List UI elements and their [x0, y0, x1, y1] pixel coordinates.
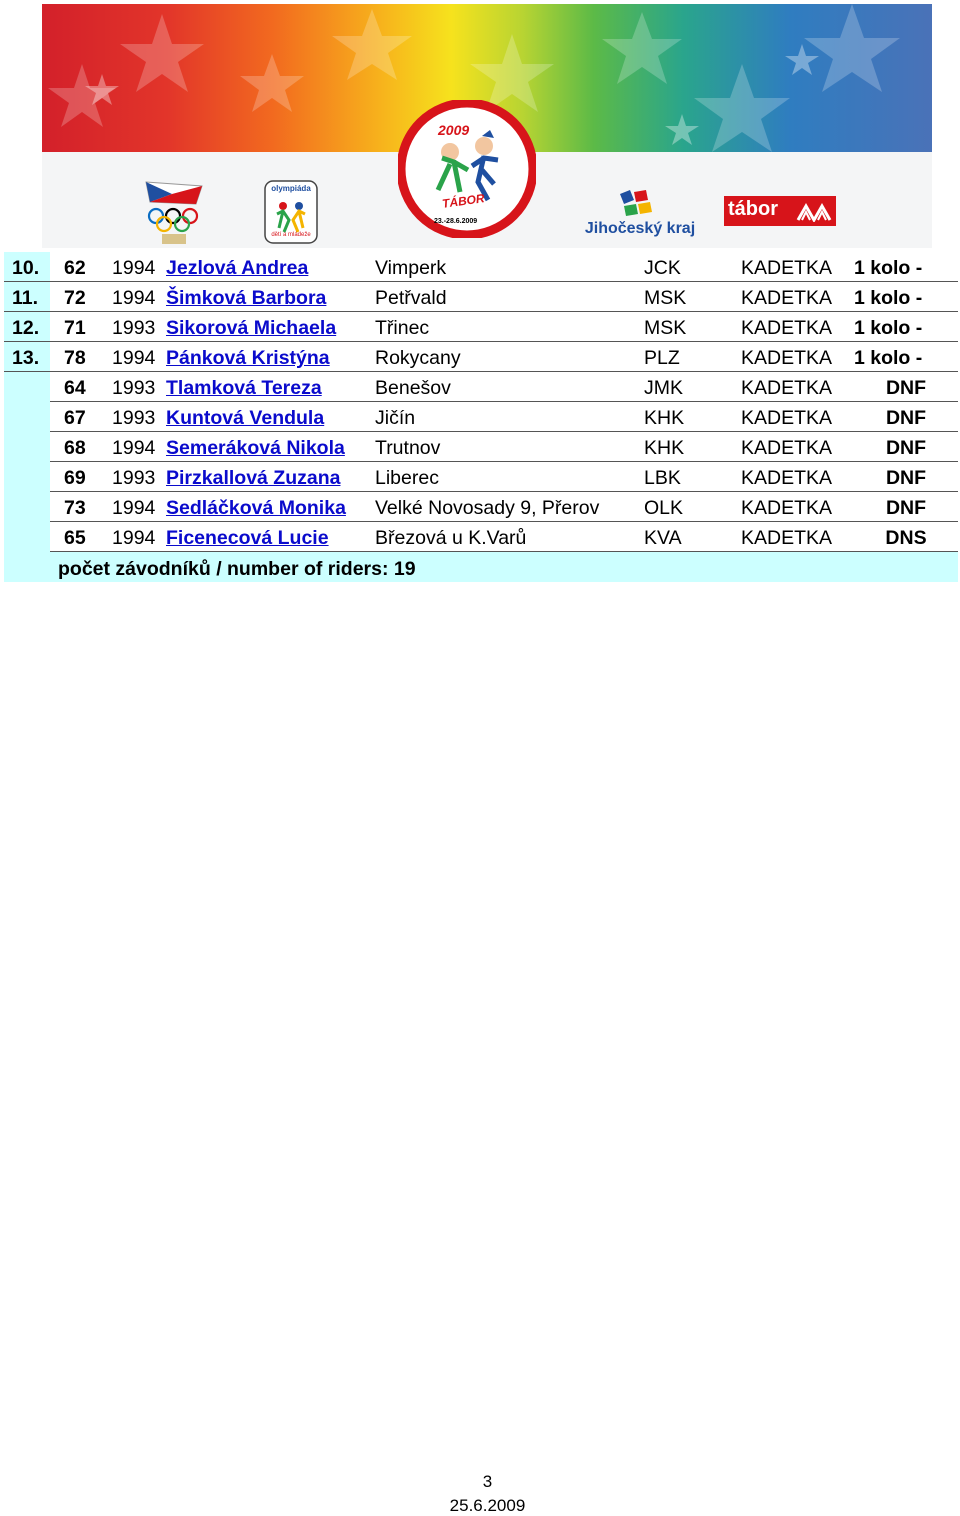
start-number-cell: 73: [50, 492, 100, 522]
results-table: [4, 252, 958, 582]
category-cell: KADETKA: [741, 462, 854, 492]
start-number-cell: 64: [50, 372, 100, 402]
rider-name-link[interactable]: Pirzkallová Zuzana: [166, 467, 341, 489]
category-cell: KADETKA: [741, 492, 854, 522]
rider-name-cell: [166, 462, 371, 492]
games-logo-city: TÁBOR: [441, 191, 486, 211]
club-cell: Benešov: [371, 372, 644, 402]
table-row: [4, 342, 958, 372]
region-cell: JMK: [644, 372, 741, 402]
table-row: [4, 492, 958, 522]
olympiada-logo-bottom: dětí a mládeže: [271, 232, 311, 238]
club-cell: Jičín: [371, 402, 644, 432]
region-cell: PLZ: [644, 342, 741, 372]
rider-name-cell: [166, 432, 371, 462]
category-cell: KADETKA: [741, 312, 854, 342]
start-number-cell: 65: [50, 522, 100, 552]
region-cell: JCK: [644, 252, 741, 282]
jihocesky-kraj-logo: [580, 188, 700, 244]
rank-cell: 10.: [4, 252, 50, 282]
games-logo-dates: 23.-28.6.2009: [434, 218, 478, 225]
rider-name-cell: [166, 402, 371, 432]
region-cell: MSK: [644, 312, 741, 342]
result-cell: DNF: [854, 432, 958, 462]
birth-year-cell: 1994: [100, 432, 166, 462]
rider-name-link[interactable]: Pánková Kristýna: [166, 347, 330, 369]
rider-name-link[interactable]: Sikorová Michaela: [166, 317, 337, 339]
rank-cell: [4, 372, 50, 402]
rank-cell: [4, 402, 50, 432]
club-cell: Vimperk: [371, 252, 644, 282]
rider-name-link[interactable]: Tlamková Tereza: [166, 377, 322, 399]
result-cell: DNS: [854, 522, 958, 552]
page-date: 25.6.2009: [449, 1496, 526, 1515]
rider-name-cell: [166, 492, 371, 522]
region-cell: LBK: [644, 462, 741, 492]
sponsor-logo-strip: [42, 122, 932, 248]
start-number-cell: 62: [50, 252, 100, 282]
category-cell: KADETKA: [741, 522, 854, 552]
rider-name-link[interactable]: Jezlová Andrea: [166, 257, 309, 279]
results-body: [4, 252, 958, 552]
club-cell: Trutnov: [371, 432, 644, 462]
region-cell: KHK: [644, 432, 741, 462]
olympiada-logo: [264, 180, 318, 244]
jihocesky-kraj-label: Jihočeský kraj: [584, 220, 696, 237]
start-number-cell: 78: [50, 342, 100, 372]
start-number-cell: 68: [50, 432, 100, 462]
result-cell: DNF: [854, 372, 958, 402]
games-logo-year: 2009: [438, 122, 470, 138]
rider-name-link[interactable]: Ficenecová Lucie: [166, 527, 329, 549]
rank-cell: 11.: [4, 282, 50, 312]
table-row: [4, 252, 958, 282]
result-cell: DNF: [854, 462, 958, 492]
table-row: [4, 282, 958, 312]
rider-name-link[interactable]: Semeráková Nikola: [166, 437, 345, 459]
rank-cell: [4, 492, 50, 522]
category-cell: KADETKA: [741, 432, 854, 462]
tabor-city-logo: [724, 196, 836, 226]
rider-name-cell: [166, 252, 371, 282]
rider-name-cell: [166, 312, 371, 342]
region-cell: KHK: [644, 402, 741, 432]
rank-cell: [4, 432, 50, 462]
start-number-cell: 67: [50, 402, 100, 432]
rider-name-cell: [166, 282, 371, 312]
birth-year-cell: 1993: [100, 462, 166, 492]
rank-cell: 13.: [4, 342, 50, 372]
tabor-city-label: tábor: [728, 198, 778, 220]
region-cell: KVA: [644, 522, 741, 552]
club-cell: Třinec: [371, 312, 644, 342]
start-number-cell: 71: [50, 312, 100, 342]
start-number-cell: 69: [50, 462, 100, 492]
rank-cell: 12.: [4, 312, 50, 342]
rank-cell: [4, 522, 50, 552]
birth-year-cell: 1994: [100, 522, 166, 552]
region-cell: MSK: [644, 282, 741, 312]
category-cell: KADETKA: [741, 402, 854, 432]
result-cell: 1 kolo -: [854, 342, 958, 372]
region-cell: OLK: [644, 492, 741, 522]
club-cell: Rokycany: [371, 342, 644, 372]
result-cell: 1 kolo -: [854, 252, 958, 282]
table-row: [4, 462, 958, 492]
result-cell: DNF: [854, 402, 958, 432]
table-row: [4, 372, 958, 402]
rank-cell: [4, 462, 50, 492]
birth-year-cell: 1994: [100, 282, 166, 312]
category-cell: KADETKA: [741, 342, 854, 372]
category-cell: KADETKA: [741, 372, 854, 402]
birth-year-cell: 1993: [100, 312, 166, 342]
table-row: [4, 402, 958, 432]
category-cell: KADETKA: [741, 252, 854, 282]
rider-name-cell: [166, 372, 371, 402]
birth-year-cell: 1994: [100, 252, 166, 282]
birth-year-cell: 1994: [100, 492, 166, 522]
result-cell: 1 kolo -: [854, 312, 958, 342]
rider-name-link[interactable]: Kuntová Vendula: [166, 407, 325, 429]
result-cell: DNF: [854, 492, 958, 522]
rider-name-cell: [166, 522, 371, 552]
page-number: 3: [482, 1472, 493, 1491]
birth-year-cell: 1993: [100, 402, 166, 432]
table-row: [4, 432, 958, 462]
club-cell: Velké Novosady 9, Přerov: [371, 492, 644, 522]
games-logo: [398, 100, 536, 238]
czech-olympic-logo: [142, 178, 206, 246]
olympiada-logo-top: olympiáda: [271, 184, 311, 193]
birth-year-cell: 1994: [100, 342, 166, 372]
rider-name-link[interactable]: Sedláčková Monika: [166, 497, 346, 519]
riders-count: počet závodníků / number of riders: 19: [4, 552, 958, 583]
rider-name-link[interactable]: Šimková Barbora: [166, 287, 327, 309]
riders-count-row: [4, 552, 958, 583]
birth-year-cell: 1993: [100, 372, 166, 402]
category-cell: KADETKA: [741, 282, 854, 312]
table-row: [4, 312, 958, 342]
table-row: [4, 522, 958, 552]
club-cell: Březová u K.Varů: [371, 522, 644, 552]
club-cell: Liberec: [371, 462, 644, 492]
start-number-cell: 72: [50, 282, 100, 312]
club-cell: Petřvald: [371, 282, 644, 312]
result-cell: 1 kolo -: [854, 282, 958, 312]
rider-name-cell: [166, 342, 371, 372]
